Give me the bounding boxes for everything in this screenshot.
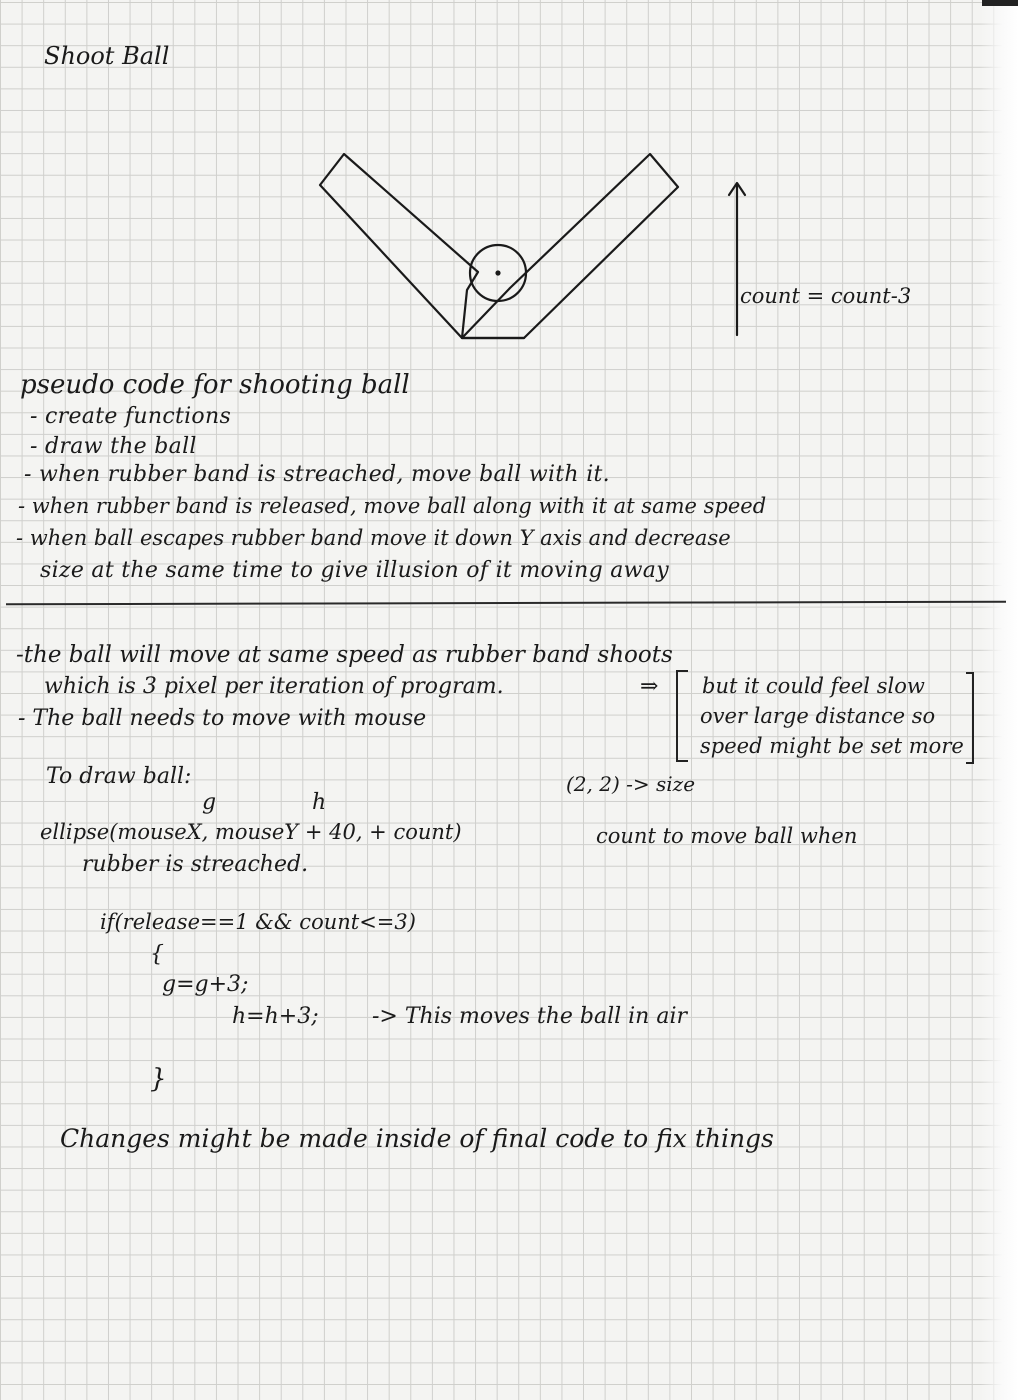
var-g-label: g [202,790,217,815]
left-bracket [676,670,688,762]
section-divider [6,601,1006,606]
var-h-label: h [312,790,327,815]
pseudo-code-item: - when ball escapes rubber band move it down Y axis and decrease [16,526,731,550]
pseudo-code-item: - when rubber band is released, move ball along with it at same speed [18,494,767,518]
pseudo-code-item: - create functions [30,404,232,429]
count-note: count to move ball when [596,824,858,848]
draw-ball-heading: To draw ball: [46,764,192,789]
right-bracket [966,672,974,764]
side-note-line: but it could feel slow [702,674,925,698]
count-label: count = count-3 [740,284,912,308]
corner-mark [982,0,1018,6]
code-if-line: if(release==1 && count<=3) [100,910,416,934]
footer-note: Changes might be made inside of final code to fix things [60,1124,774,1153]
page-edge [980,0,1018,1400]
code-g-line: g=g+3; [162,972,249,997]
notes-line: -the ball will move at same speed as rubber band shoots [16,642,673,668]
slingshot-left-arm [320,154,478,338]
count-note-continued: rubber is streached. [82,852,309,877]
code-h-comment: -> This moves the ball in air [372,1004,688,1029]
size-note: (2, 2) -> size [566,772,696,796]
pseudo-code-item: size at the same time to give illusion of it moving away [40,558,669,583]
arrow-right-icon: ⇒ [640,674,659,699]
pseudo-code-item: - when rubber band is streached, move ball with it. [24,462,610,487]
code-close-brace: } [150,1064,167,1094]
side-note-line: over large distance so [700,704,936,728]
notes-line: - The ball needs to move with mouse [18,706,427,731]
pseudo-code-item: - draw the ball [30,434,197,459]
code-h-line: h=h+3; [232,1004,319,1029]
notes-line: which is 3 pixel per iteration of program. [44,674,504,699]
code-open-brace: { [150,942,164,967]
page-title: Shoot Ball [44,42,170,70]
ellipse-code: ellipse(mouseX, mouseY + 40, + count) [40,820,462,844]
side-note-line: speed might be set more [700,734,964,758]
slingshot-diagram [300,140,960,350]
pseudo-code-heading: pseudo code for shooting ball [20,370,410,400]
